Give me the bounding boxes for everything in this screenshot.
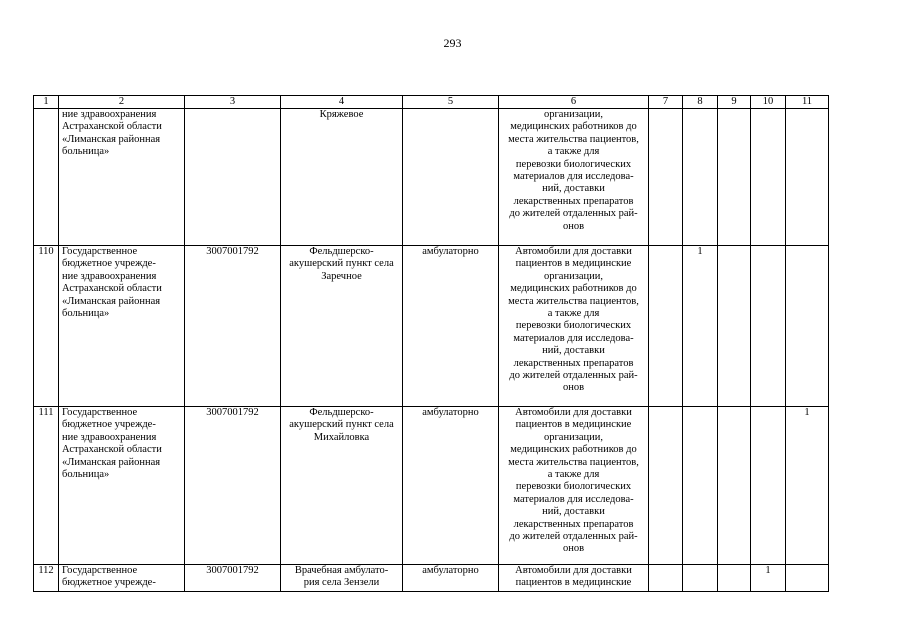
row-number: 112 <box>34 565 59 592</box>
col-9-value <box>718 109 751 246</box>
column-header-7: 7 <box>649 96 683 109</box>
column-header-2: 2 <box>59 96 185 109</box>
inn <box>185 109 281 246</box>
column-header-9: 9 <box>718 96 751 109</box>
col-9-value <box>718 565 751 592</box>
table-row <box>34 109 829 246</box>
facility-name: Фельдшерско- акушерский пункт села Михайловка <box>281 407 403 565</box>
care-mode: амбулаторно <box>403 407 499 565</box>
col-10-value <box>751 109 786 246</box>
facility-name: Фельдшерско- акушерский пункт села Заречное <box>281 246 403 407</box>
col-10-value <box>751 246 786 407</box>
col-7-value <box>649 565 683 592</box>
care-mode: амбулаторно <box>403 246 499 407</box>
column-header-4: 4 <box>281 96 403 109</box>
col-8-value <box>683 565 718 592</box>
vehicle-purpose: Автомобили для доставки пациентов в медицинские организации, медицинских работников до места жительства пациентов, а также для перевозки биологических материалов для исследова- ний, доставки лекарственных препаратов до жителей отдаленных рай- онов <box>499 246 649 407</box>
col-10-value: 1 <box>751 565 786 592</box>
row-number: 111 <box>34 407 59 565</box>
col-8-value <box>683 109 718 246</box>
row-number <box>34 109 59 246</box>
column-header-10: 10 <box>751 96 786 109</box>
column-header-11: 11 <box>786 96 829 109</box>
col-9-value <box>718 246 751 407</box>
organization-name: Государственное бюджетное учрежде- <box>59 565 185 592</box>
col-11-value: 1 <box>786 407 829 565</box>
col-7-value <box>649 246 683 407</box>
col-7-value <box>649 407 683 565</box>
page-number: 293 <box>443 36 462 50</box>
header-row <box>34 96 829 109</box>
col-11-value <box>786 565 829 592</box>
organization-name: Государственное бюджетное учрежде- ние здравоохранения Астраханской области «Лиманская районная больница» <box>59 407 185 565</box>
column-header-6: 6 <box>499 96 649 109</box>
column-header-5: 5 <box>403 96 499 109</box>
facility-name: Врачебная амбулато- рия села Зензели <box>281 565 403 592</box>
column-header-3: 3 <box>185 96 281 109</box>
inn: 3007001792 <box>185 407 281 565</box>
col-8-value: 1 <box>683 246 718 407</box>
organization-name: Государственное бюджетное учрежде- ние здравоохранения Астраханской области «Лиманская районная больница» <box>59 246 185 407</box>
organization-name: ние здравоохранения Астраханской области «Лиманская районная больница» <box>59 109 185 246</box>
vehicle-purpose: Автомобили для доставки пациентов в медицинские <box>499 565 649 592</box>
care-mode <box>403 109 499 246</box>
vehicle-purpose: Автомобили для доставки пациентов в медицинские организации, медицинских работников до места жительства пациентов, а также для перевозки биологических материалов для исследова- ний, доставки лекарственных препаратов до жителей отдаленных рай- онов <box>499 407 649 565</box>
column-header-8: 8 <box>683 96 718 109</box>
register-table <box>33 95 829 592</box>
column-header-1: 1 <box>34 96 59 109</box>
table-row <box>34 407 829 565</box>
table-row <box>34 246 829 407</box>
col-7-value <box>649 109 683 246</box>
col-8-value <box>683 407 718 565</box>
care-mode: амбулаторно <box>403 565 499 592</box>
table-row <box>34 565 829 592</box>
col-9-value <box>718 407 751 565</box>
inn: 3007001792 <box>185 565 281 592</box>
col-10-value <box>751 407 786 565</box>
vehicle-purpose: организации, медицинских работников до места жительства пациентов, а также для перевозки биологических материалов для исследова- ний, доставки лекарственных препаратов до жителей отдаленных рай- онов <box>499 109 649 246</box>
facility-name: Кряжевое <box>281 109 403 246</box>
inn: 3007001792 <box>185 246 281 407</box>
row-number: 110 <box>34 246 59 407</box>
col-11-value <box>786 246 829 407</box>
col-11-value <box>786 109 829 246</box>
